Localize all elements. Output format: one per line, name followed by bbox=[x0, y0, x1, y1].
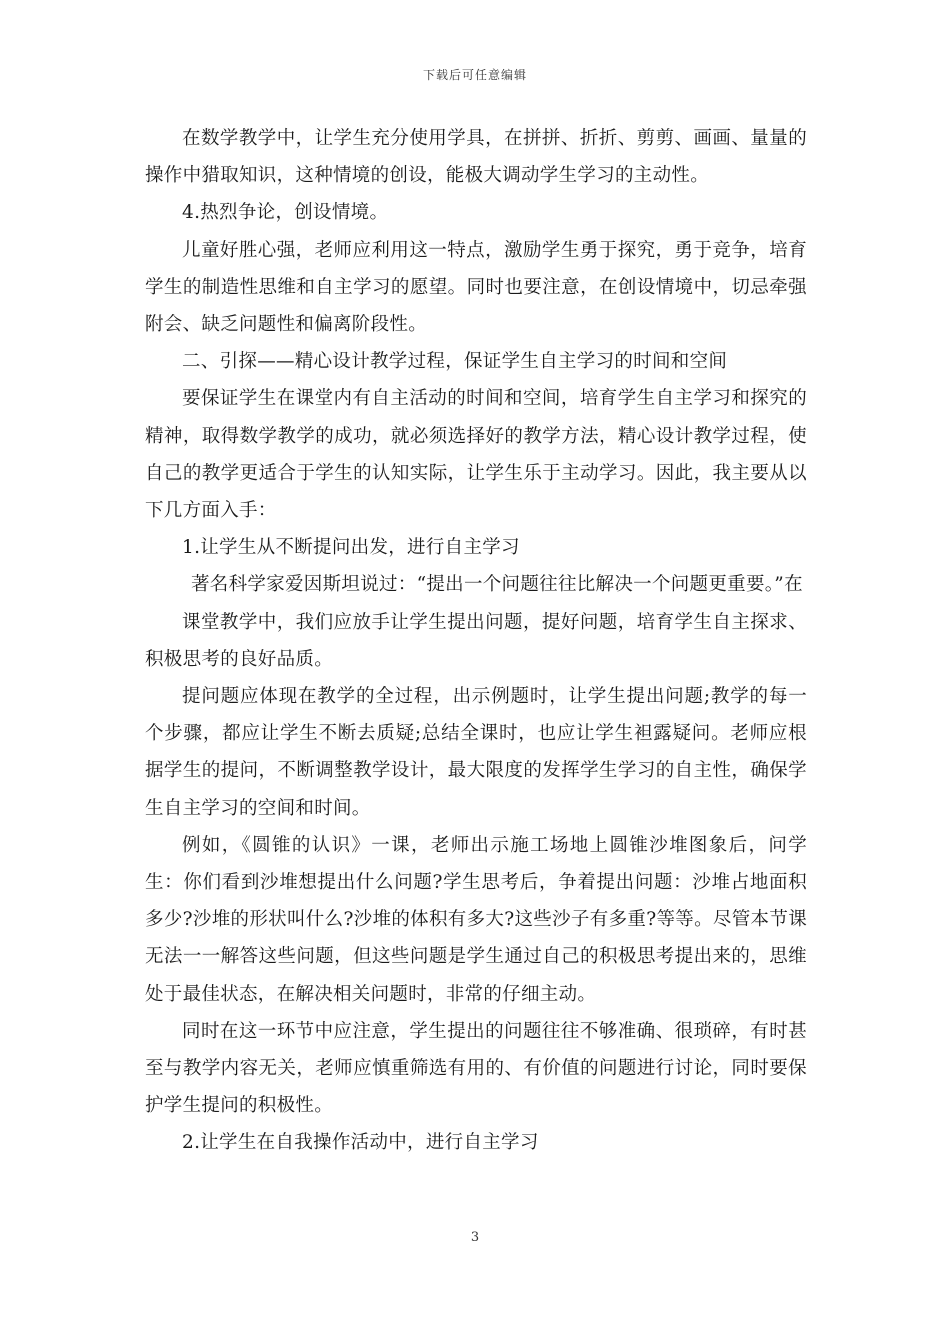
heading-heated-discussion: 4.热烈争论，创设情境。 bbox=[182, 202, 389, 224]
paragraph-competitive-children: 儿童好胜心强，老师应利用这一特点，激励学生勇于探究，勇于竞争，培育学生的制造性思维和自主学习的愿望。同时也要注意，在创设情境中，切忌牵强附会、缺乏问题性和偏离阶段性。 bbox=[145, 239, 807, 336]
paragraph-manipulatives: 在数学教学中，让学生充分使用学具，在拼拼、折折、剪剪、画画、量量的操作中猎取知识，这种情境的创设，能极大调动学生学习的主动性。 bbox=[145, 128, 807, 187]
heading-self-operation: 2.让学生在自我操作活动中，进行自主学习 bbox=[182, 1132, 539, 1154]
page-header: 下载后可任意编辑 bbox=[422, 68, 527, 82]
paragraph-classroom-teaching: 课堂教学中，我们应放手让学生提出问题，提好问题，培育学生自主探求、积极思考的良好品质。 bbox=[145, 611, 807, 670]
paragraph-cone-example: 例如，《圆锥的认识》一课，老师出示施工场地上圆锥沙堆图象后，问学生：你们看到沙堆想提出什么问题?学生思考后，争着提出问题：沙堆占地面积多少?沙堆的形状叫什么?沙堆的体积有多大?这些沙子有多重?等等。尽管本节课无法一一解答这些问题，但这些问题是学生通过自己的积极思考提出来的，思维处于最佳状态，在解决相关问题时，非常的仔细主动。 bbox=[145, 834, 807, 1005]
document-body bbox=[145, 120, 807, 1162]
section-heading-guided-exploration: 二、引探——精心设计教学过程，保证学生自主学习的时间和空间 bbox=[182, 351, 728, 373]
paragraph-ensure-time-space: 要保证学生在课堂内有自主活动的时间和空间，培育学生自主学习和探究的精神，取得数学教学的成功，就必须选择好的教学方法，精心设计教学过程，使自己的教学更适合于学生的认知实际，让学生乐于主动学习。因此，我主要从以下几方面入手： bbox=[145, 388, 807, 522]
paragraph-filter-questions: 同时在这一环节中应注意，学生提出的问题往往不够准确、很琐碎，有时甚至与教学内容无关，老师应慎重筛选有用的、有价值的问题进行讨论，同时要保护学生提问的积极性。 bbox=[145, 1020, 807, 1117]
page-number: 3 bbox=[470, 1230, 480, 1245]
paragraph-whole-process: 提问题应体现在教学的全过程，出示例题时，让学生提出问题;教学的每一个步骤，都应让学生不断去质疑;总结全课时，也应让学生袒露疑问。老师应根据学生的提问，不断调整教学设计，最大限度的发挥学生学习的自主性，确保学生自主学习的空间和时间。 bbox=[145, 686, 807, 819]
paragraph-einstein-quote: 著名科学家爱因斯坦说过：“提出一个问题往往比解决一个问题更重要。”在 bbox=[191, 574, 803, 596]
heading-questioning: 1.让学生从不断提问出发，进行自主学习 bbox=[182, 537, 520, 559]
